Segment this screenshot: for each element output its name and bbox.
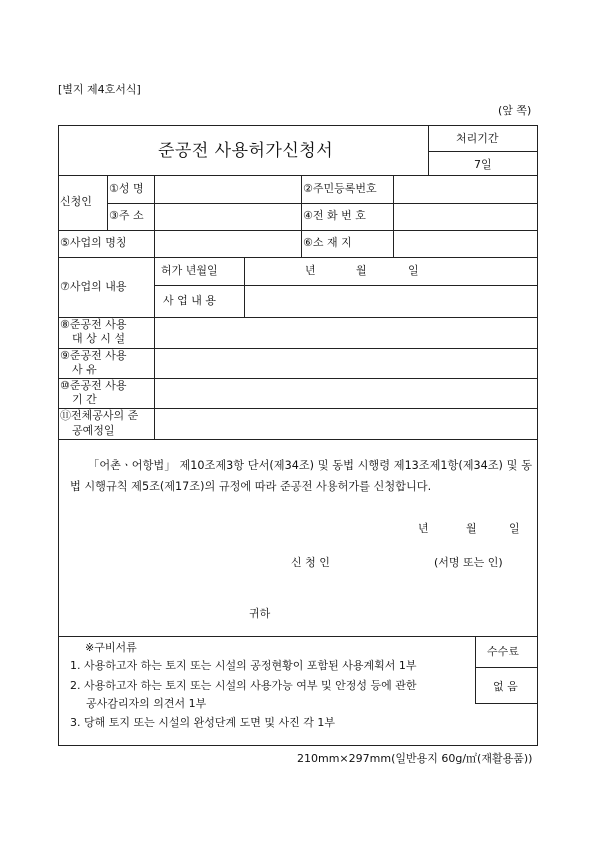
usage-target-label-2: 대 상 시 설 [72,332,125,345]
resident-number-label: ②주민등록번호 [303,182,377,195]
declaration-day: 일 [509,522,520,535]
applicant-signature-label: 신 청 인 [291,556,330,569]
completion-date-label-2: 공예정일 [72,424,115,437]
signature-hint: (서명 또는 인) [434,556,503,569]
usage-period-label-1: ⑩준공전 사용 [60,379,127,392]
permit-day-label: 일 [408,264,419,277]
usage-target-label-1: ⑧준공전 사용 [60,318,127,331]
location-label: ⑥소 재 지 [303,236,352,249]
addressee-label: 귀하 [249,607,271,620]
declaration-text: 「어촌ㆍ어항법」 제10조제3항 단서(제34조) 및 동법 시행령 제13조제1항(제34조) 및 동법 시행규칙 제5조(제17조)의 규정에 따라 준공전 사용허가를 신청합니다. [70,459,532,493]
declaration-year: 년 [418,522,429,535]
document-item-3: 3. 당해 토지 또는 시설의 완성단계 도면 및 사진 각 1부 [70,716,335,729]
usage-reason-label-2: 사 유 [72,363,97,376]
required-documents-header: ※구비서류 [85,641,137,654]
form-title: 준공전 사용허가신청서 [158,141,334,161]
usage-period-label-2: 기 간 [72,393,97,406]
usage-reason-label-1: ⑨준공전 사용 [60,349,127,362]
business-content-label: 사 업 내 용 [163,294,216,307]
project-name-label: ⑤사업의 명칭 [60,236,127,249]
permit-month-label: 월 [356,264,367,277]
document-item-1: 1. 사용하고자 하는 토지 또는 시설의 공정현황이 포함된 사용계획서 1부 [70,659,417,672]
name-label: ①성 명 [109,182,144,195]
applicant-section-label: 신청인 [60,195,92,208]
processing-period-value: 7일 [474,158,492,171]
permit-year-label: 년 [305,264,316,277]
page-side-label: (앞 쪽) [498,104,532,117]
completion-date-label-1: ⑪전체공사의 준 [60,409,139,422]
processing-period-label: 처리기간 [456,132,499,145]
permit-date-label: 허가 년월일 [161,264,218,277]
paper-spec: 210mm×297mm(일반용지 60g/㎡(재활용품)) [297,752,533,765]
project-content-label: ⑦사업의 내용 [60,280,127,293]
document-item-2-line-2: 공사감리자의 의견서 1부 [86,697,207,710]
document-item-2-line-1: 2. 사용하고자 하는 토지 또는 시설의 사용가능 여부 및 안정성 등에 관한 [70,679,417,692]
address-label: ③주 소 [109,209,144,222]
fee-value: 없 음 [493,680,518,693]
form-number: [별지 제4호서식] [58,83,141,96]
phone-label: ④전 화 번 호 [303,209,366,222]
fee-label: 수수료 [487,645,519,658]
declaration-month: 월 [466,522,477,535]
